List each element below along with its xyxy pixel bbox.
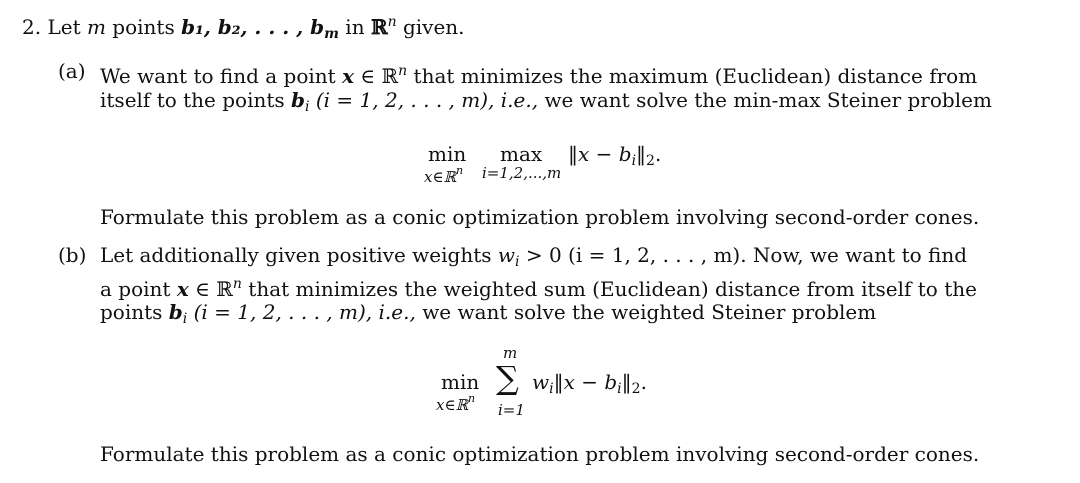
part-a-eq-under-max: i=1,2,...,m xyxy=(482,164,562,182)
part-b-line3-i: i xyxy=(182,311,188,327)
intro-prefix: Let xyxy=(47,15,81,39)
part-b-line1-rest: > 0 (i = 1, 2, . . . , m). Now, we want to find xyxy=(525,243,968,267)
part-b-line3-suffix: we want solve the weighted Steiner problem xyxy=(422,300,877,324)
part-a-line2 xyxy=(100,86,992,121)
part-b-eq-body xyxy=(532,370,647,397)
part-a-eq-norm-sub: i xyxy=(631,153,637,169)
part-b-line2-prefix: a point xyxy=(100,277,171,301)
part-a-eq-norm-end: ‖ xyxy=(636,142,647,166)
part-a-eq-end: . xyxy=(654,142,662,166)
part-b-line2-sup: n xyxy=(232,276,242,292)
intro-space: ℝ xyxy=(370,15,388,39)
part-b-eq-body-norm-sub: i xyxy=(617,381,622,397)
part-a-eq-under-min-text: x∈ℝ xyxy=(424,168,457,186)
part-a-line1-sup: n xyxy=(398,63,408,79)
part-b-line1-text: Let additionally given positive weights xyxy=(100,243,492,267)
part-b-eq-body-w: w xyxy=(532,370,550,394)
part-b-line3 xyxy=(100,298,876,333)
problem-statement xyxy=(22,8,465,48)
part-b-eq-under-min xyxy=(436,392,475,414)
part-a-eq-norm-main: ‖x − b xyxy=(568,142,632,166)
part-b-eq-body-norm-end: ‖ xyxy=(621,370,632,394)
part-a-eq-norm xyxy=(568,142,661,169)
part-a-line2-paren: (i = 1, 2, . . . , m), xyxy=(315,88,495,112)
intro-in: in xyxy=(345,15,365,39)
part-a-eq-min: min xyxy=(428,142,467,166)
part-b-line3-ie: i.e., xyxy=(378,300,416,324)
part-a-line1-suffix: that minimizes the maximum (Euclidean) distance from xyxy=(413,64,978,88)
part-a-eq-max: max xyxy=(500,142,543,166)
part-b-eq-min: min xyxy=(441,370,480,394)
part-a-formulate: Formulate this problem as a conic optimization problem involving second-order cones. xyxy=(100,205,980,229)
part-b-eq-body-w-sub: i xyxy=(549,381,554,397)
part-a-line2-i: i xyxy=(305,99,310,115)
part-a-line2-prefix: itself to the points xyxy=(100,88,285,112)
part-b-line3-prefix: points xyxy=(100,300,163,324)
problem-number: 2. xyxy=(22,15,42,39)
part-b-formulate: Formulate this problem as a conic optimization problem involving second-order cones. xyxy=(100,442,980,466)
part-b-line2-in: ∈ ℝ xyxy=(195,277,233,301)
part-a-line1-in: ∈ ℝ xyxy=(360,64,399,88)
part-b-line2-var: x xyxy=(176,277,189,301)
part-b-line1-w: w xyxy=(497,243,515,267)
part-b-line3-paren: (i = 1, 2, . . . , m), xyxy=(193,300,373,324)
intro-m: m xyxy=(86,15,106,39)
intro-suffix: given. xyxy=(402,15,465,39)
part-b-line3-b: b xyxy=(168,300,183,324)
part-a-line1-prefix: We want to find a point xyxy=(100,64,336,88)
part-a-line2-suffix: we want solve the min-max Steiner problem xyxy=(544,88,992,112)
part-b-eq-sigma-top: m xyxy=(503,344,518,362)
part-b-eq-body-two: 2 xyxy=(631,381,641,397)
intro-points: b₁, b₂, . . . , b xyxy=(181,15,325,39)
part-b-eq-under-min-sup: n xyxy=(468,392,476,405)
part-b-eq-sigma-bottom: i=1 xyxy=(498,401,525,419)
part-b-label: (b) xyxy=(58,243,87,267)
part-b-eq-body-norm: ‖x − b xyxy=(553,370,618,394)
part-a-line1-var: x xyxy=(342,64,354,88)
part-b-eq-end: . xyxy=(640,370,647,394)
intro-mid: points xyxy=(112,15,175,39)
part-a-eq-norm-two: 2 xyxy=(646,153,655,169)
intro-space-sup: n xyxy=(387,14,397,30)
part-a-eq-under-min xyxy=(424,164,463,186)
part-a-line2-ie: i.e., xyxy=(500,88,539,112)
intro-points-sub: m xyxy=(324,26,339,42)
part-b-eq-under-min-text: x∈ℝ xyxy=(436,396,469,414)
part-a-line2-b: b xyxy=(291,88,306,112)
part-a-label: (a) xyxy=(58,59,86,83)
part-b-line2-suffix: that minimizes the weighted sum (Euclidean) distance from itself to the xyxy=(248,277,977,301)
part-b-line1-w-sub: i xyxy=(515,254,520,270)
part-a-eq-under-min-sup: n xyxy=(456,164,464,177)
part-b-eq-sigma: ∑ xyxy=(496,359,519,397)
